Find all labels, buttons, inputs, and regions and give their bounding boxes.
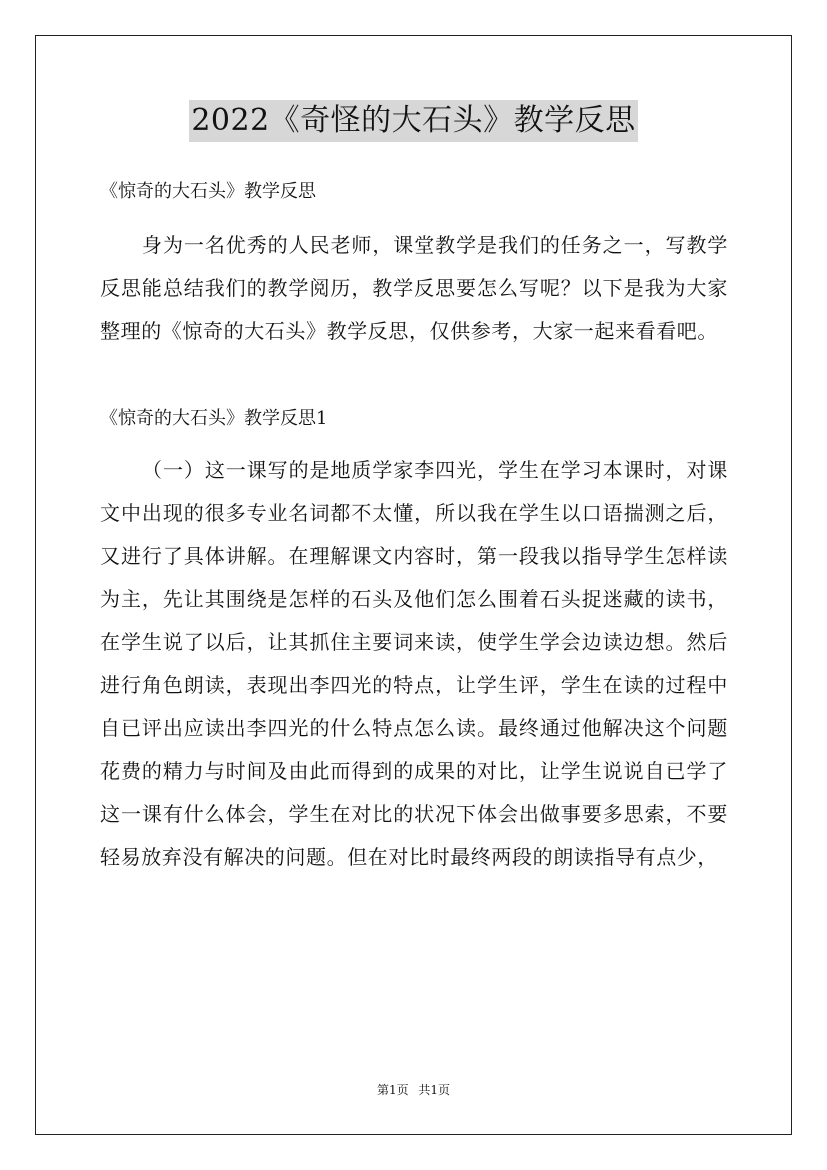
spacer	[100, 439, 728, 449]
intro-paragraph: 身为一名优秀的人民老师，课堂教学是我们的任务之一，写教学反思能总结我们的教学阅历，教学反思要怎么写呢？以下是我为大家整理的《惊奇的大石头》教学反思，仅供参考，大家一起来看看吧。	[100, 233, 728, 343]
page-footer	[0, 1081, 827, 1099]
section-paragraph: （一）这一课写的是地质学家李四光，学生在学习本课时，对课文中出现的很多专业名词都不太懂，所以我在学生以口语揣测之后，又进行了具体讲解。在理解课文内容时，第一段我以指导学生怎样读为主，先让其围绕是怎样的石头及他们怎么围着石头捉迷藏的读书，在学生说了以后，让其抓住主要词来读，使学生学会边读边想。然后进行角色朗读，表现出李四光的特点，让学生评，学生在读的过程中自已评出应读出李四光的什么特点怎么读。最终通过他解决这个问题花费的精力与时间及由此而得到的成果的对比，让学生说说自已学了这一课有什么体会，学生在对比的状况下体会出做事要多思索，不要轻易放弃没有解决的问题。但在对比时最终两段的朗读指导有点少，	[100, 458, 728, 869]
document-body	[100, 172, 728, 879]
document-subtitle: 《惊奇的大石头》教学反思	[100, 181, 316, 202]
document-title: 2022《奇怪的大石头》教学反思	[189, 100, 637, 142]
page-number-total: 共1页	[418, 1083, 451, 1097]
spacer	[100, 212, 728, 224]
spacer	[100, 353, 728, 399]
title-container	[0, 100, 827, 142]
section-heading: 《惊奇的大石头》教学反思1	[100, 408, 328, 429]
page-number-current: 第1页	[376, 1083, 409, 1097]
